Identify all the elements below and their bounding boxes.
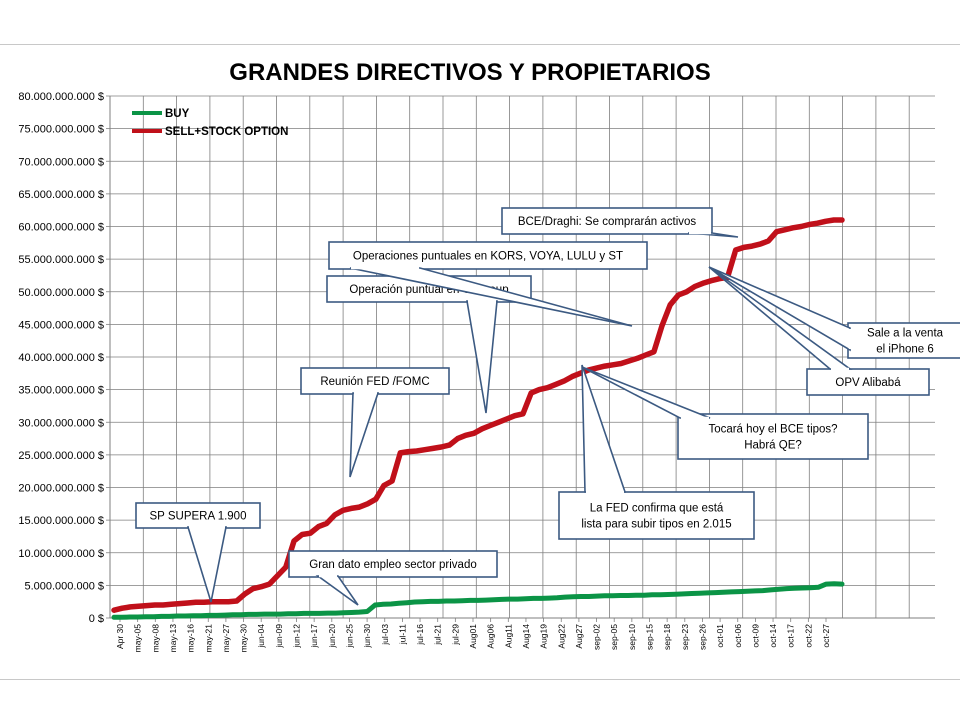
callout-pointer <box>350 393 378 477</box>
callout-text: Operación puntual en Citigroup <box>349 284 509 296</box>
chart-title: GRANDES DIRECTIVOS Y PROPIETARIOS <box>229 59 711 86</box>
x-tick-label: Aug22 <box>556 624 567 649</box>
y-tick-label: 80.000.000.000 $ <box>18 91 104 103</box>
callout-text: lista para subir tipos en 2.015 <box>581 518 732 531</box>
annotation-callout <box>709 267 960 358</box>
x-tick-label: oct-22 <box>803 624 814 648</box>
x-tick-label: Apr 30 <box>115 624 125 650</box>
legend-label: BUY <box>165 108 190 120</box>
x-tick-label: oct-17 <box>785 624 796 648</box>
x-tick-label: may-08 <box>150 624 161 653</box>
x-tick-label: sep-23 <box>679 624 690 650</box>
x-tick-label: jul-21 <box>432 624 443 645</box>
callout-text: Tocará hoy el BCE tipos? <box>708 423 838 436</box>
y-tick-label: 20.000.000.000 $ <box>18 482 104 495</box>
x-tick-label: jun-04 <box>256 624 267 648</box>
gridlines <box>110 96 935 618</box>
x-tick-label: jun-30 <box>362 624 373 648</box>
x-tick-label: jun-25 <box>344 624 355 648</box>
callout-text: BCE/Draghi: Se comprarán activos <box>517 216 697 228</box>
x-tick-label: Aug01 <box>468 624 478 649</box>
x-tick-label: may-27 <box>220 624 231 653</box>
x-tick-label: may-21 <box>203 624 214 653</box>
x-tick-label: sep-18 <box>662 624 673 650</box>
annotation-callout <box>502 208 738 237</box>
x-tick-label: jul-16 <box>415 624 426 645</box>
callout-pointer <box>318 576 358 605</box>
x-tick-label: oct-06 <box>732 624 743 648</box>
x-tick-label: sep-05 <box>609 624 620 650</box>
callout-text: OPV Alibabá <box>835 377 901 389</box>
y-tick-label: 35.000.000.000 $ <box>18 384 104 397</box>
x-tick-label: may-30 <box>238 624 249 653</box>
x-tick-label: Aug06 <box>485 624 496 649</box>
y-tick-label: 0 $ <box>88 613 104 625</box>
legend-label: SELL+STOCK OPTION <box>165 126 289 138</box>
callout-text: el iPhone 6 <box>876 343 934 356</box>
y-tick-label: 10.000.000.000 $ <box>18 547 104 560</box>
x-axis-ticks <box>115 624 831 653</box>
callout-text: Operaciones puntuales en KORS, VOYA, LULU y ST <box>352 250 624 263</box>
callout-pointer <box>709 267 850 350</box>
x-tick-label: jul-11 <box>397 624 408 645</box>
callout-box <box>559 492 754 539</box>
y-tick-label: 50.000.000.000 $ <box>18 286 104 299</box>
y-tick-label: 15.000.000.000 $ <box>18 515 104 528</box>
callout-pointer <box>188 527 226 602</box>
y-tick-label: 25.000.000.000 $ <box>18 449 104 462</box>
x-tick-label: jul-29 <box>450 624 461 645</box>
callout-pointer <box>582 367 710 418</box>
x-tick-label: may-05 <box>132 624 143 653</box>
x-tick-label: may-13 <box>167 624 178 653</box>
x-tick-label: oct-09 <box>750 624 761 648</box>
y-tick-label: 30.000.000.000 $ <box>18 417 104 430</box>
x-tick-label: sep-02 <box>591 624 602 650</box>
x-tick-label: Aug11 <box>503 624 514 648</box>
y-tick-label: 65.000.000.000 $ <box>18 188 104 201</box>
y-tick-label: 5.000.000.000 $ <box>24 580 104 593</box>
x-tick-label: Aug27 <box>573 624 584 649</box>
x-tick-label: jun-17 <box>309 624 320 648</box>
annotations <box>136 208 960 605</box>
x-tick-label: jun-09 <box>273 624 284 648</box>
x-tick-label: sep-15 <box>644 624 655 650</box>
x-tick-label: Aug19 <box>538 624 549 649</box>
y-tick-label: 45.000.000.000 $ <box>18 319 104 332</box>
x-tick-label: oct-01 <box>715 624 726 648</box>
y-tick-label: 40.000.000.000 $ <box>18 352 104 364</box>
y-tick-label: 55.000.000.000 $ <box>18 254 104 267</box>
y-axis-ticks <box>18 91 104 625</box>
x-tick-label: jun-20 <box>326 624 337 648</box>
x-tick-label: Aug14 <box>520 624 531 649</box>
x-tick-label: sep-26 <box>697 624 708 650</box>
callout-text: Gran dato empleo sector privado <box>309 559 477 571</box>
x-tick-label: oct-14 <box>768 624 779 648</box>
callout-text: SP SUPERA 1.900 <box>149 510 247 523</box>
callout-text: Habrá QE? <box>744 439 802 452</box>
x-tick-label: may-16 <box>185 624 196 653</box>
callout-text: Sale a la venta <box>866 327 944 340</box>
x-tick-label: oct-27 <box>821 624 831 648</box>
axes <box>106 96 935 622</box>
callout-text: Reunión FED /FOMC <box>320 376 430 388</box>
x-tick-label: jun-12 <box>291 624 302 648</box>
annotation-callout <box>289 551 497 605</box>
y-tick-label: 75.000.000.000 $ <box>18 123 104 136</box>
y-tick-label: 60.000.000.000 $ <box>18 221 104 234</box>
callout-text: La FED confirma que está <box>589 502 724 515</box>
y-tick-label: 70.000.000.000 $ <box>18 156 104 169</box>
x-tick-label: jul-03 <box>379 624 390 645</box>
x-tick-label: sep-10 <box>626 624 637 650</box>
callout-box <box>678 414 868 459</box>
